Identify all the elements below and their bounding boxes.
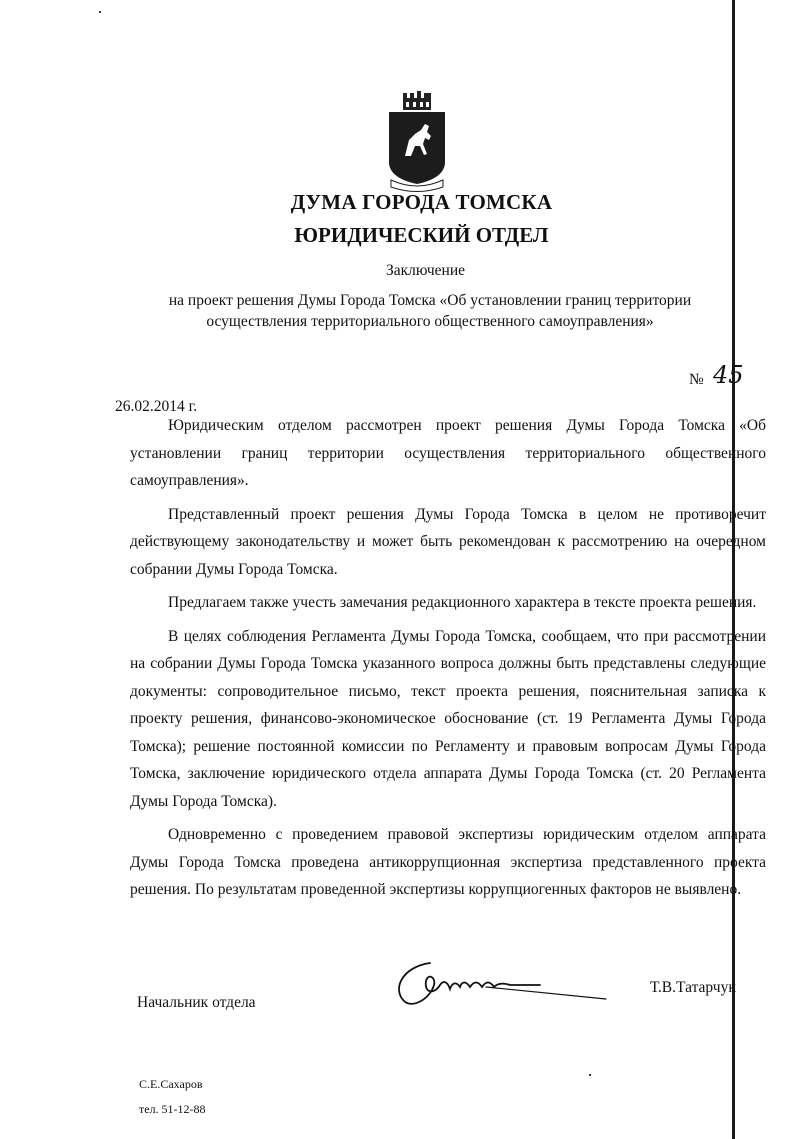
document-number-handwritten: 45	[713, 361, 744, 389]
body-paragraph: Одновременно с проведением правовой экспертизы юридическим отделом аппарата Думы Города Томска проведена антикоррупционная экспертиза представленного проекта решения. По результатам проведенной экспертизы коррупциогенных факторов не выявлено.	[130, 826, 766, 898]
document-type: Заключение	[385, 262, 466, 279]
signer-position: Начальник отдела	[137, 994, 256, 1011]
signer-name: Т.В.Татарчук	[650, 979, 736, 996]
executor-phone: тел. 51-12-88	[139, 1102, 206, 1116]
city-coat-of-arms-icon	[387, 88, 447, 192]
body-paragraph: Юридическим отделом рассмотрен проект решения Думы Города Томска «Об установлении границ территории осуществления территориального общественного самоуправления».	[130, 417, 766, 489]
department-title: ЮРИДИЧЕСКИЙ ОТДЕЛ	[294, 223, 549, 247]
body-paragraph: Предлагаем также учесть замечания редакционного характера в тексте проекта решения.	[168, 594, 757, 611]
document-number-label: №	[689, 371, 704, 388]
scan-speck	[99, 11, 101, 13]
body-paragraph: Представленный проект решения Думы Города Томска в целом не противоречит действующему законодательству и может быть рекомендован к рассмотрению на очередном собрании Думы Города Томска.	[130, 505, 766, 578]
scan-speck	[589, 1074, 591, 1076]
document-subject: на проект решения Думы Города Томска «Об установлении границ территории осуществления территориального общественного самоуправления»	[168, 292, 692, 330]
body-paragraph: В целях соблюдения Регламента Думы Города Томска, сообщаем, что при рассмотрении на собрании Думы Города Томска указанного вопроса должны быть представлены следующие документы: сопроводительное письмо, текст проекта решения, пояснительная записка к проекту решения, финансово-экономическое обоснование (ст. 19 Регламента Думы Города Томска); решение постоянной комиссии по Регламенту и правовым вопросам Думы Города Томска, заключение юридического отдела аппарата Думы Города Томска (ст. 20 Регламента Думы Города Томска).	[130, 627, 766, 810]
executor-name: С.Е.Сахаров	[139, 1077, 203, 1091]
handwritten-signature-icon	[390, 955, 615, 1015]
document-date: 26.02.2014 г.	[115, 398, 198, 415]
document-body	[130, 412, 766, 910]
org-title: ДУМА ГОРОДА ТОМСКА	[290, 190, 553, 214]
